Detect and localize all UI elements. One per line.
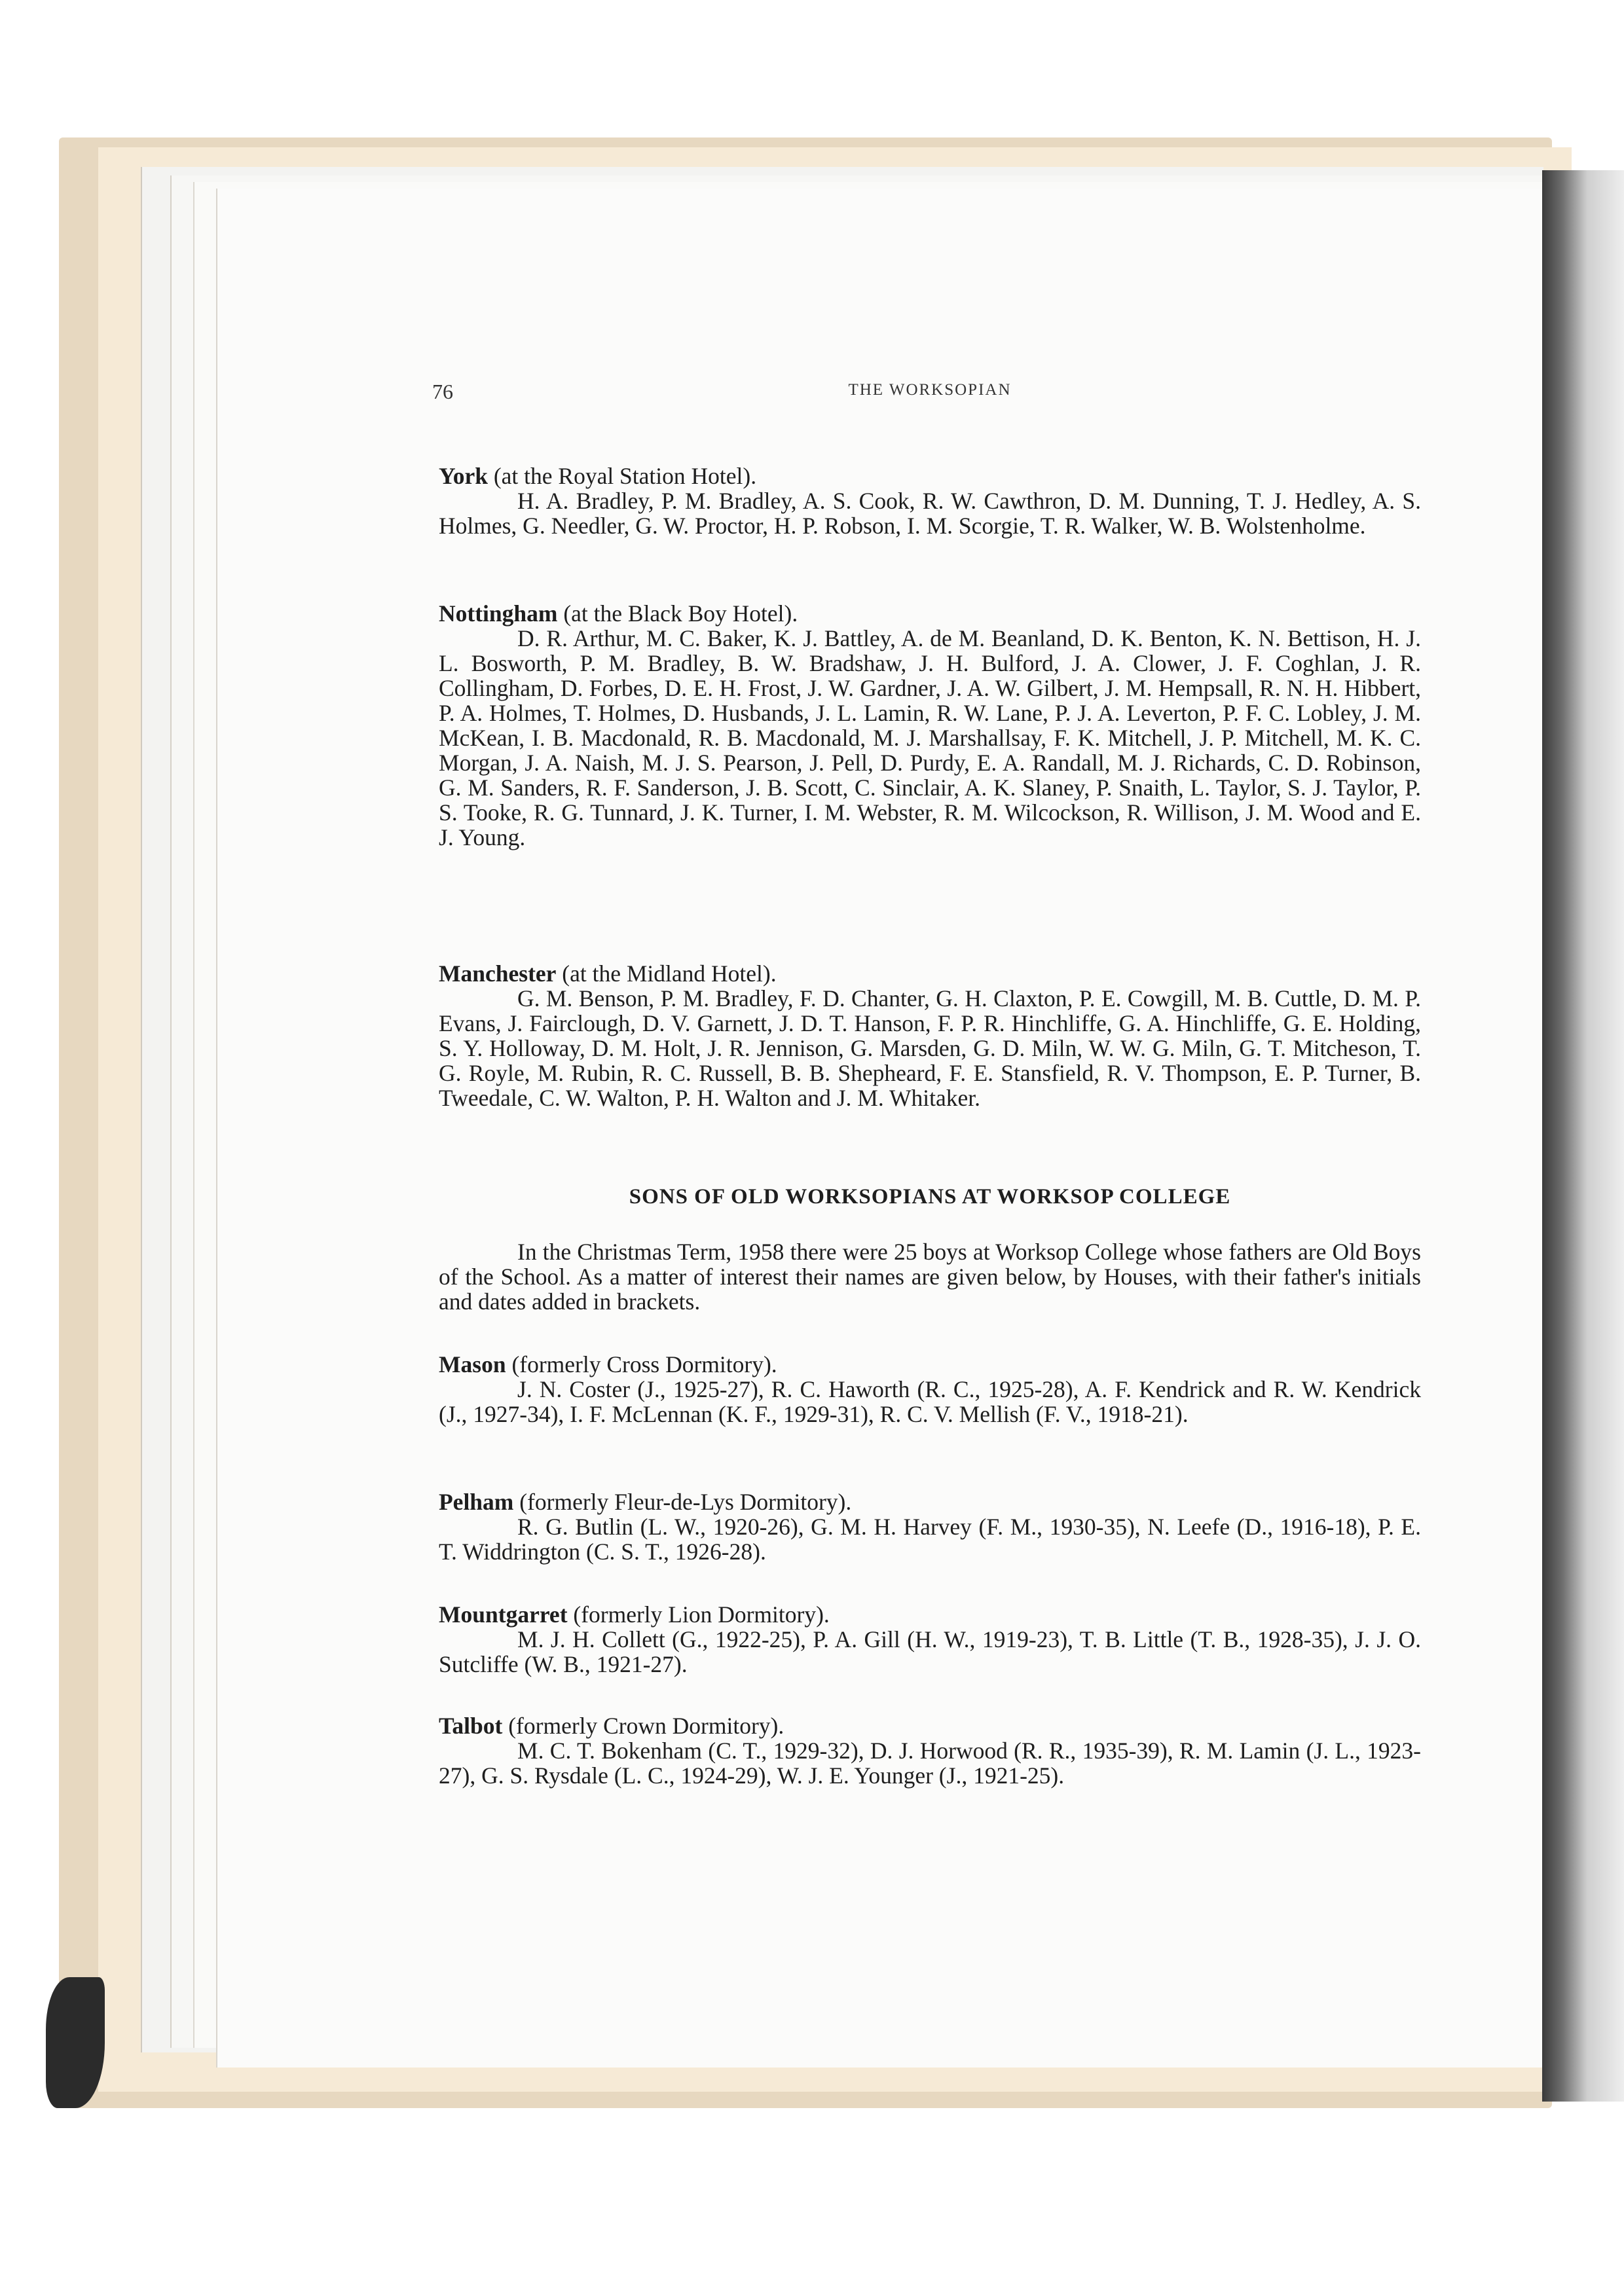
house-boys-list: R. G. Butlin (L. W., 1920-26), G. M. H. Harvey (F. M., 1930-35), N. Leefe (D., 1916-18), P. E. T. Widdrington (C. S. T., 1926-28).	[439, 1514, 1421, 1565]
attendee-list: G. M. Benson, P. M. Bradley, F. D. Chanter, G. H. Claxton, P. E. Cowgill, M. B. Cuttle, D. M. P. Evans, J. Fairclough, D. V. Garnett, J. D. T. Hanson, F. P. R. Hinchliffe, G. A. Hinchliffe, G. E. Holding, S. Y. Holloway, D. M. Holt, J. R. Jennison, G. Marsden, G. D. Miln, W. W. G. Miln, G. T. Mitcheson, T. G. Royle, M. Rubin, R. C. Russell, B. B. Shepheard, F. E. Stansfield, R. V. Thompson, E. P. Turner, B. Tweedale, C. W. Walton, P. H. Walton and J. M. Whitaker.	[439, 985, 1421, 1111]
house-boys-list: M. J. H. Collett (G., 1922-25), P. A. Gill (H. W., 1919-23), T. B. Little (T. B., 1928-35), J. J. O. Sutcliffe (W. B., 1921-27).	[439, 1626, 1421, 1677]
house-section-mason	[439, 1352, 1421, 1427]
book-binding-shadow	[1542, 170, 1624, 2102]
house-section-talbot	[439, 1713, 1421, 1788]
house-section-mountgarret	[439, 1602, 1421, 1677]
page-number: 76	[432, 380, 453, 403]
attendee-list: D. R. Arthur, M. C. Baker, K. J. Battley, A. de M. Beanland, D. K. Benton, K. N. Bettison, H. J. L. Bosworth, P. M. Bradley, B. W. Bradshaw, J. H. Bulford, J. A. Clower, J. F. Coghlan, J. R. Collingham, D. Forbes, D. E. H. Frost, J. W. Gardner, J. A. W. Gilbert, J. M. Hempsall, R. N. H. Hibbert, P. A. Holmes, T. Holmes, D. Husbands, J. L. Lamin, R. W. Lane, P. J. A. Leverton, P. F. C. Lobley, J. M. McKean, I. B. Macdonald, R. B. Macdonald, M. J. Marshallsay, F. K. Mitchell, J. P. Mitchell, M. K. C. Morgan, J. A. Naish, M. J. S. Pearson, J. Pell, D. Purdy, E. A. Randall, M. J. Richards, C. D. Robinson, G. M. Sanders, R. F. Sanderson, J. B. Scott, C. Sinclair, A. K. Slaney, P. Snaith, L. Taylor, S. J. Taylor, P. S. Tooke, R. G. Tunnard, J. K. Turner, I. M. Webster, R. M. Wilcockson, R. Willison, J. M. Wood and E. J. Young.	[439, 625, 1421, 850]
section-venue: (at the Black Boy Hotel).	[563, 600, 798, 627]
attendee-list: H. A. Bradley, P. M. Bradley, A. S. Cook, R. W. Cawthron, D. M. Dunning, T. J. Hedley, A. S. Holmes, G. Needler, G. W. Proctor, H. P. Robson, I. M. Scorgie, T. R. Walker, W. B. Wolstenholme.	[439, 488, 1421, 539]
section-place: Nottingham	[439, 600, 558, 627]
house-name: Pelham	[439, 1489, 514, 1515]
house-name: Mountgarret	[439, 1601, 568, 1628]
section-place: Manchester	[439, 960, 557, 987]
house-formerly: (formerly Crown Dormitory).	[508, 1713, 784, 1739]
house-boys-list: J. N. Coster (J., 1925-27), R. C. Haworth (R. C., 1925-28), A. F. Kendrick and R. W. Kendrick (J., 1927-34), I. F. McLennan (K. F., 1929-31), R. C. V. Mellish (F. V., 1918-21).	[439, 1376, 1421, 1427]
house-name: Talbot	[439, 1713, 503, 1739]
house-boys-list: M. C. T. Bokenham (C. T., 1929-32), D. J. Horwood (R. R., 1935-39), R. M. Lamin (J. L., 1923-27), G. S. Rysdale (L. C., 1924-29), W. J. E. Younger (J., 1921-25).	[439, 1738, 1421, 1789]
running-title: THE WORKSOPIAN	[848, 381, 1012, 399]
section-venue: (at the Midland Hotel).	[562, 960, 777, 987]
dinner-section-york	[439, 464, 1421, 538]
house-formerly: (formerly Cross Dormitory).	[511, 1351, 777, 1377]
house-formerly: (formerly Fleur-de-Lys Dormitory).	[519, 1489, 852, 1515]
dinner-section-nottingham	[439, 601, 1421, 850]
house-formerly: (formerly Lion Dormitory).	[573, 1601, 830, 1628]
section-venue: (at the Royal Station Hotel).	[493, 463, 757, 489]
intro-paragraph: In the Christmas Term, 1958 there were 25 boys at Worksop College whose fathers are Old Boys of the School. As a matter of interest their names are given below, by Houses, with their father's initials and dates added in brackets.	[439, 1239, 1421, 1315]
house-section-pelham	[439, 1489, 1421, 1564]
house-name: Mason	[439, 1351, 506, 1377]
running-head	[432, 380, 1428, 409]
scan-corner-shadow	[46, 1977, 105, 2108]
section-place: York	[439, 463, 488, 489]
sons-heading: SONS OF OLD WORKSOPIANS AT WORKSOP COLLEGE	[629, 1185, 1231, 1209]
sons-intro	[439, 1239, 1421, 1314]
dinner-section-manchester	[439, 961, 1421, 1110]
